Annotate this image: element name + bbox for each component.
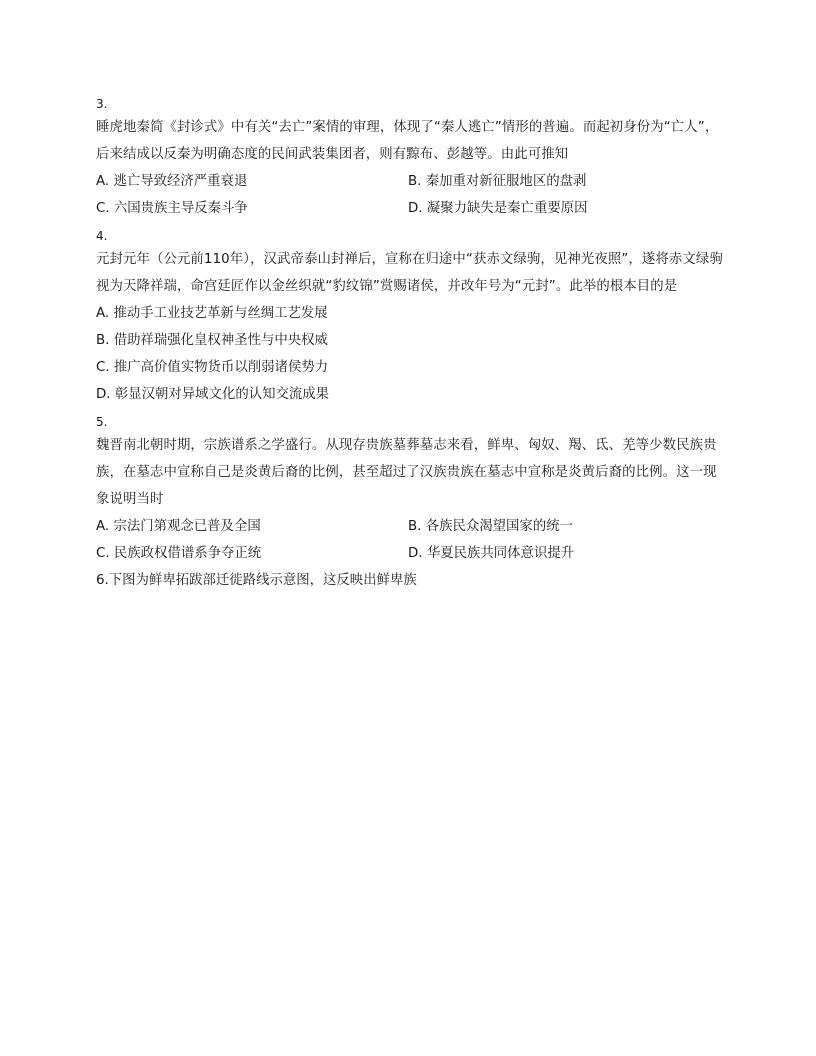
question-4 <box>96 226 726 408</box>
option-c: C. 六国贵族主导反秦斗争 <box>96 201 248 216</box>
exam-page <box>96 90 726 594</box>
option-d: D. 华夏民族共同体意识提升 <box>408 546 575 561</box>
question-3 <box>96 94 726 222</box>
question-stem: 睡虎地秦简《封诊式》中有关“去亡”案情的审理，体现了“秦人逃亡”情形的普遍。而起初身份为“亡人”，后来结成以反秦为明确态度的民间武装集团者，则有黥布、彭越等。由此可推知 <box>96 120 719 162</box>
question-6 <box>96 567 726 594</box>
question-number: 5. <box>96 415 108 429</box>
option-a: A. 推动手工业技艺革新与丝绸工艺发展 <box>96 306 328 321</box>
option-b: B. 借助祥瑞强化皇权神圣性与中央权威 <box>96 333 328 348</box>
options <box>96 168 726 222</box>
option-d: D. 彰显汉朝对异域文化的认知交流成果 <box>96 387 330 402</box>
option-a: A. 宗法门第观念已普及全国 <box>96 519 261 534</box>
option-b: B. 各族民众渴望国家的统一 <box>408 519 573 534</box>
options <box>96 513 726 567</box>
option-c: C. 推广高价值实物货币以削弱诸侯势力 <box>96 360 329 375</box>
option-b: B. 秦加重对新征服地区的盘剥 <box>408 174 587 189</box>
option-d: D. 凝聚力缺失是秦亡重要原因 <box>408 201 588 216</box>
option-c: C. 民族政权借谱系争夺正统 <box>96 546 262 561</box>
question-stem: 魏晋南北朝时期，宗族谱系之学盛行。从现存贵族墓葬墓志来看，鲜卑、匈奴、羯、氐、羌等少数民族贵族，在墓志中宣称自己是炎黄后裔的比例，甚至超过了汉族贵族在墓志中宣称是炎黄后裔的比例。这一现象说明当时 <box>96 438 717 507</box>
question-stem: 元封元年（公元前110年），汉武帝泰山封禅后，宣称在归途中“获赤文绿驹，见神光夜照”，遂将赤文绿驹视为天降祥瑞，命宫廷匠作以金丝织就“豹纹锦”赏赐诸侯，并改年号为“元封”。此举的根本目的是 <box>96 252 723 294</box>
question-5 <box>96 412 726 567</box>
question-text: 下图为鲜卑拓跋部迁徙路线示意图，这反映出鲜卑族 <box>108 573 417 588</box>
option-a: A. 逃亡导致经济严重衰退 <box>96 174 248 189</box>
question-number: 6. <box>96 573 109 588</box>
options <box>96 300 726 408</box>
question-number: 3. <box>96 97 108 111</box>
question-number: 4. <box>96 229 108 243</box>
question-stem <box>96 567 726 594</box>
